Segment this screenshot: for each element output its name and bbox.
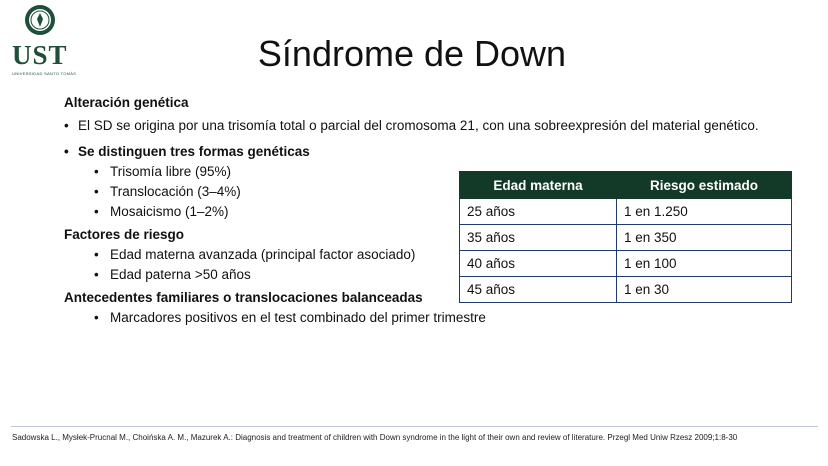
risk-item: • Edad paterna >50 años bbox=[64, 265, 764, 285]
forms-heading: • Se distinguen tres formas genéticas bbox=[64, 142, 764, 162]
logo-text: UST bbox=[12, 40, 68, 70]
table-cell: 1 en 1.250 bbox=[617, 199, 792, 225]
risk-table bbox=[459, 171, 792, 303]
risk-heading: Factores de riesgo bbox=[64, 227, 185, 242]
family-heading: Antecedentes familiares o translocaciones balanceadas bbox=[64, 290, 423, 305]
genetics-bullet: • El SD se origina por una trisomía total o parcial del cromosoma 21, con una sobreexpresión del material genético. bbox=[64, 116, 764, 136]
table-row bbox=[460, 199, 792, 225]
form-item: • Trisomía libre (95%) bbox=[64, 162, 764, 182]
footer-divider bbox=[11, 426, 818, 427]
seal-icon bbox=[24, 4, 56, 36]
table-cell: 1 en 100 bbox=[617, 251, 792, 277]
table-cell: 40 años bbox=[460, 251, 617, 277]
table-cell: 45 años bbox=[460, 277, 617, 303]
citation: Sadowska L., Mysłek-Prucnal M., Choińska A. M., Mazurek A.: Diagnosis and treatment of children with Down syndrome in the light of their own and review of literature. Przegl Med Uniw Rzesz 2009;1:8-30 bbox=[12, 433, 738, 442]
logo-subtitle: UNIVERSIDAD SANTO TOMÁS bbox=[12, 71, 77, 76]
family-item: • Marcadores positivos en el test combinado del primer trimestre bbox=[64, 308, 764, 328]
table-cell: 35 años bbox=[460, 225, 617, 251]
column-header: Riesgo estimado bbox=[617, 172, 792, 199]
table-cell: 1 en 30 bbox=[617, 277, 792, 303]
risk-item: • Edad materna avanzada (principal factor asociado) bbox=[64, 245, 764, 265]
table-header-row bbox=[460, 172, 792, 199]
table-cell: 25 años bbox=[460, 199, 617, 225]
table-row bbox=[460, 251, 792, 277]
table-cell: 1 en 350 bbox=[617, 225, 792, 251]
page-title: Síndrome de Down bbox=[257, 33, 567, 74]
form-item: • Translocación (3–4%) bbox=[64, 182, 764, 202]
column-header: Edad materna bbox=[460, 172, 617, 199]
genetics-heading: Alteración genética bbox=[64, 95, 189, 110]
form-item: • Mosaicismo (1–2%) bbox=[64, 202, 764, 222]
table-row bbox=[460, 225, 792, 251]
table-row bbox=[460, 277, 792, 303]
